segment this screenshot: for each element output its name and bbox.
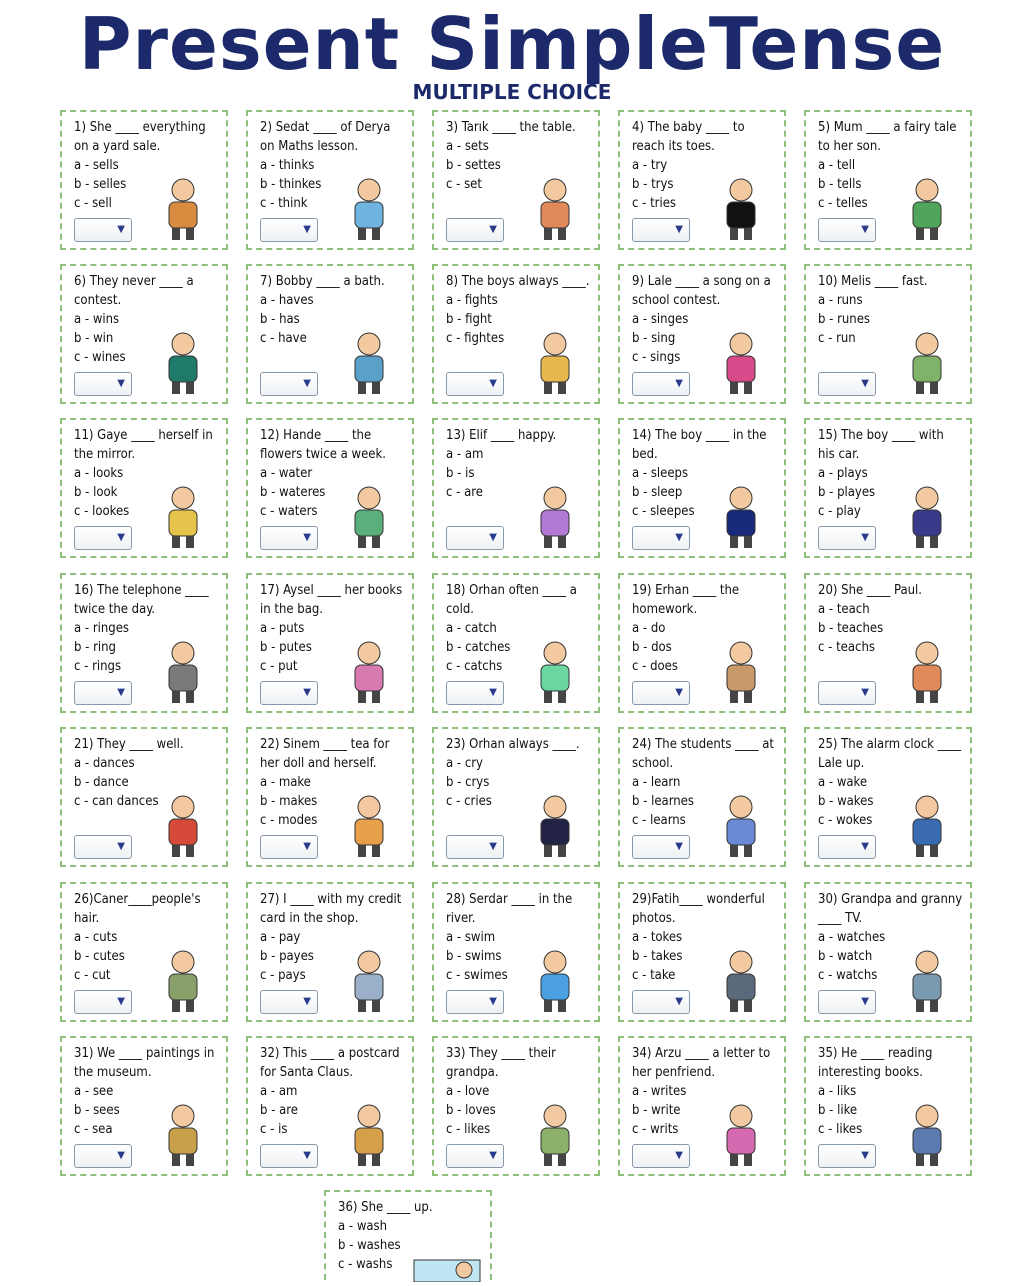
telephone-image [148, 637, 218, 705]
classroom-image [706, 791, 776, 859]
page-subtitle: MULTIPLE CHOICE [412, 80, 612, 104]
question-text: 30) Grandpa and granny ____ TV. [818, 892, 963, 926]
option-b: b - makes [260, 794, 318, 809]
chevron-down-icon: ▼ [675, 224, 683, 235]
answer-dropdown[interactable] [74, 372, 132, 396]
option-b: b - watch [818, 949, 873, 964]
option-b: b - putes [260, 640, 312, 655]
chevron-down-icon: ▼ [117, 224, 125, 235]
question-card [60, 573, 228, 713]
answer-dropdown[interactable] [260, 526, 318, 550]
option-c: c - washs [338, 1257, 393, 1272]
option-a: a - watches [818, 930, 886, 945]
baby-image [706, 174, 776, 242]
question-card [618, 573, 786, 713]
option-c: c - sea [74, 1122, 113, 1137]
option-a: a - sleeps [632, 466, 689, 481]
chevron-down-icon: ▼ [489, 996, 497, 1007]
option-b: b - payes [260, 949, 314, 964]
postcard-image [334, 1100, 404, 1168]
question-text: 14) The boy ____ in the bed. [632, 428, 767, 462]
option-c: c - cries [446, 794, 492, 809]
boy-bath-image [334, 328, 404, 396]
answer-dropdown[interactable] [74, 990, 132, 1014]
option-a: a - water [260, 466, 313, 481]
question-card [804, 264, 972, 404]
crying-boy-image [520, 791, 590, 859]
chevron-down-icon: ▼ [489, 532, 497, 543]
question-text: 1) She ____ everything on a yard sale. [74, 120, 206, 154]
option-a: a - learn [632, 775, 681, 790]
option-c: c - learns [632, 813, 686, 828]
option-a: a - cuts [74, 930, 118, 945]
question-text: 34) Arzu ____ a letter to her penfriend. [632, 1046, 771, 1080]
boy-toy-car-image [892, 482, 962, 550]
option-c: c - writs [632, 1122, 679, 1137]
question-text: 31) We ____ paintings in the museum. [74, 1046, 215, 1080]
chevron-down-icon: ▼ [675, 687, 683, 698]
girl-washing-image [412, 1258, 482, 1282]
option-c: c - run [818, 331, 856, 346]
option-a: a - do [632, 621, 666, 636]
option-c: c - tries [632, 196, 677, 211]
answer-dropdown[interactable] [74, 835, 132, 859]
question-text: 26)Caner____people's hair. [74, 892, 201, 926]
question-card [618, 882, 786, 1022]
chevron-down-icon: ▼ [303, 841, 311, 852]
question-card [246, 727, 414, 867]
option-b: b - catches [446, 640, 511, 655]
chevron-down-icon: ▼ [303, 1150, 311, 1161]
answer-dropdown[interactable] [446, 1144, 504, 1168]
option-a: a - see [74, 1084, 114, 1099]
question-card [432, 418, 600, 558]
option-c: c - sleepes [632, 504, 695, 519]
question-card [804, 573, 972, 713]
chevron-down-icon: ▼ [117, 687, 125, 698]
option-b: b - write [632, 1103, 681, 1118]
question-card [60, 264, 228, 404]
chevron-down-icon: ▼ [303, 378, 311, 389]
girl-running-image [892, 328, 962, 396]
question-card [432, 264, 600, 404]
option-b: b - sing [632, 331, 676, 346]
question-text: 10) Melis ____ fast. [818, 274, 928, 289]
question-text: 16) The telephone ____ twice the day. [74, 583, 209, 617]
chevron-down-icon: ▼ [117, 841, 125, 852]
woman-flowers-image [334, 482, 404, 550]
option-c: c - is [260, 1122, 288, 1137]
question-card [618, 418, 786, 558]
option-b: b - runes [818, 312, 870, 327]
question-text: 8) The boys always ____. [446, 274, 590, 289]
option-a: a - tokes [632, 930, 683, 945]
option-b: b - cutes [74, 949, 125, 964]
option-c: c - have [260, 331, 307, 346]
option-c: c - rings [74, 659, 122, 674]
question-text: 36) She ____ up. [338, 1200, 433, 1215]
option-c: c - telles [818, 196, 868, 211]
answer-dropdown[interactable] [818, 218, 876, 242]
question-card [246, 264, 414, 404]
option-c: c - play [818, 504, 861, 519]
answer-dropdown[interactable] [446, 526, 504, 550]
happy-girl-image [520, 482, 590, 550]
teacher-student-image [892, 637, 962, 705]
photographer-image [706, 946, 776, 1014]
man-reading-image [892, 1100, 962, 1168]
option-b: b - washes [338, 1238, 401, 1253]
chevron-down-icon: ▼ [303, 996, 311, 1007]
question-text: 9) Lale ____ a song on a school contest. [632, 274, 771, 308]
answer-dropdown[interactable] [632, 990, 690, 1014]
answer-dropdown[interactable] [446, 835, 504, 859]
chevron-down-icon: ▼ [117, 1150, 125, 1161]
option-b: b - selles [74, 177, 127, 192]
option-b: b - trys [632, 177, 674, 192]
barber-image [148, 946, 218, 1014]
question-text: 19) Erhan ____ the homework. [632, 583, 740, 617]
question-card [804, 882, 972, 1022]
question-text: 4) The baby ____ to reach its toes. [632, 120, 745, 154]
chevron-down-icon: ▼ [675, 532, 683, 543]
question-card [246, 573, 414, 713]
girl-writing-image [706, 1100, 776, 1168]
answer-dropdown[interactable] [260, 1144, 318, 1168]
option-a: a - singes [632, 312, 689, 327]
option-b: b - learnes [632, 794, 694, 809]
option-c: c - does [632, 659, 678, 674]
chevron-down-icon: ▼ [489, 378, 497, 389]
option-c: c - likes [818, 1122, 863, 1137]
option-b: b - fight [446, 312, 492, 327]
question-text: 20) She ____ Paul. [818, 583, 923, 598]
answer-dropdown[interactable] [818, 990, 876, 1014]
answer-dropdown[interactable] [74, 526, 132, 550]
question-text: 17) Aysel ____ her books in the bag. [260, 583, 403, 617]
answer-dropdown[interactable] [260, 835, 318, 859]
question-text: 24) The students ____ at school. [632, 737, 774, 771]
option-c: c - wines [74, 350, 126, 365]
chevron-down-icon: ▼ [117, 996, 125, 1007]
question-card [618, 110, 786, 250]
museum-painting-image [148, 1100, 218, 1168]
option-a: a - sets [446, 139, 489, 154]
option-c: c - set [446, 177, 482, 192]
answer-dropdown[interactable] [446, 681, 504, 705]
chevron-down-icon: ▼ [675, 378, 683, 389]
answer-dropdown[interactable] [818, 681, 876, 705]
option-b: b - crys [446, 775, 490, 790]
question-card [432, 1036, 600, 1176]
option-c: c - lookes [74, 504, 130, 519]
answer-dropdown[interactable] [632, 372, 690, 396]
option-a: a - make [260, 775, 311, 790]
question-text: 23) Orhan always ____. [446, 737, 580, 752]
option-b: b - ring [74, 640, 116, 655]
question-text: 29)Fatih____ wonderful photos. [632, 892, 765, 926]
option-a: a - wash [338, 1219, 388, 1234]
girl-market-image [148, 174, 218, 242]
answer-dropdown[interactable] [818, 1144, 876, 1168]
question-text: 3) Tarık ____ the table. [446, 120, 576, 135]
question-card [60, 418, 228, 558]
dancing-couple-image [148, 791, 218, 859]
option-c: c - watchs [818, 968, 878, 983]
option-c: c - are [446, 485, 483, 500]
question-card [432, 882, 600, 1022]
chevron-down-icon: ▼ [861, 687, 869, 698]
question-text: 21) They ____ well. [74, 737, 184, 752]
option-a: a - runs [818, 293, 863, 308]
question-card [618, 1036, 786, 1176]
question-card [60, 110, 228, 250]
question-card [60, 1036, 228, 1176]
question-text: 27) I ____ with my credit card in the shop. [260, 892, 402, 926]
question-card [618, 264, 786, 404]
question-text: 11) Gaye ____ herself in the mirror. [74, 428, 213, 462]
answer-dropdown[interactable] [74, 218, 132, 242]
answer-dropdown[interactable] [260, 372, 318, 396]
option-c: c - fightes [446, 331, 505, 346]
option-b: b - win [74, 331, 114, 346]
option-b: b - like [818, 1103, 858, 1118]
grandpa-kids-image [520, 1100, 590, 1168]
option-c: c - teachs [818, 640, 875, 655]
answer-dropdown[interactable] [260, 681, 318, 705]
answer-dropdown[interactable] [818, 835, 876, 859]
option-b: b - dos [632, 640, 672, 655]
option-b: b - has [260, 312, 300, 327]
question-card [246, 110, 414, 250]
option-b: b - thinkes [260, 177, 322, 192]
option-b: b - loves [446, 1103, 496, 1118]
chevron-down-icon: ▼ [861, 996, 869, 1007]
option-c: c - waters [260, 504, 318, 519]
option-a: a - try [632, 158, 668, 173]
boy-homework-image [706, 637, 776, 705]
option-a: a - wins [74, 312, 120, 327]
answer-dropdown[interactable] [632, 835, 690, 859]
option-a: a - haves [260, 293, 314, 308]
question-text: 35) He ____ reading interesting books. [818, 1046, 933, 1080]
chevron-down-icon: ▼ [861, 224, 869, 235]
question-text: 7) Bobby ____ a bath. [260, 274, 385, 289]
chevron-down-icon: ▼ [861, 841, 869, 852]
question-text: 15) The boy ____ with his car. [818, 428, 944, 462]
question-text: 25) The alarm clock ____ Lale up. [818, 737, 962, 771]
question-card [432, 573, 600, 713]
chevron-down-icon: ▼ [675, 996, 683, 1007]
answer-dropdown[interactable] [818, 372, 876, 396]
woman-mirror-image [148, 482, 218, 550]
mother-son-image [892, 174, 962, 242]
option-b: b - are [260, 1103, 298, 1118]
question-text: 6) They never ____ a contest. [74, 274, 194, 308]
option-a: a - writes [632, 1084, 687, 1099]
option-b: b - sees [74, 1103, 120, 1118]
option-b: b - look [74, 485, 118, 500]
option-a: a - swim [446, 930, 496, 945]
question-card [618, 727, 786, 867]
option-c: c - cut [74, 968, 111, 983]
option-b: b - wateres [260, 485, 326, 500]
question-text: 28) Serdar ____ in the river. [446, 892, 573, 926]
girl-books-image [334, 637, 404, 705]
option-b: b - settes [446, 158, 501, 173]
option-a: a - love [446, 1084, 490, 1099]
question-text: 5) Mum ____ a fairy tale to her son. [818, 120, 957, 154]
alarm-clock-image [892, 791, 962, 859]
question-card [804, 1036, 972, 1176]
option-a: a - sells [74, 158, 119, 173]
option-a: a - dances [74, 756, 135, 771]
option-b: b - tells [818, 177, 862, 192]
boy-sleeping-image [706, 482, 776, 550]
option-a: a - puts [260, 621, 305, 636]
question-card [804, 418, 972, 558]
answer-dropdown[interactable] [818, 526, 876, 550]
question-card [432, 110, 600, 250]
girl-singing-image [706, 328, 776, 396]
option-b: b - swims [446, 949, 502, 964]
chevron-down-icon: ▼ [861, 378, 869, 389]
question-text: 32) This ____ a postcard for Santa Claus. [260, 1046, 400, 1080]
option-b: b - is [446, 466, 475, 481]
question-text: 12) Hande ____ the flowers twice a week. [260, 428, 386, 462]
chevron-down-icon: ▼ [489, 224, 497, 235]
option-c: c - likes [446, 1122, 491, 1137]
answer-dropdown[interactable] [632, 526, 690, 550]
option-a: a - ringes [74, 621, 130, 636]
chevron-down-icon: ▼ [675, 1150, 683, 1161]
chevron-down-icon: ▼ [303, 687, 311, 698]
sick-boy-image [520, 637, 590, 705]
option-a: a - wake [818, 775, 868, 790]
question-card [432, 727, 600, 867]
option-a: a - looks [74, 466, 124, 481]
page-title: Present SimpleTense [78, 2, 946, 86]
option-c: c - take [632, 968, 676, 983]
boy-thinking-image [334, 174, 404, 242]
question-card [804, 110, 972, 250]
answer-dropdown[interactable] [632, 681, 690, 705]
kids-globe-image [148, 328, 218, 396]
answer-dropdown[interactable] [632, 1144, 690, 1168]
question-text: 18) Orhan often ____ a cold. [446, 583, 577, 617]
chevron-down-icon: ▼ [303, 532, 311, 543]
answer-dropdown[interactable] [260, 990, 318, 1014]
option-a: a - liks [818, 1084, 857, 1099]
credit-card-image [334, 946, 404, 1014]
boys-fighting-image [520, 328, 590, 396]
option-c: c - think [260, 196, 308, 211]
option-c: c - sings [632, 350, 681, 365]
chevron-down-icon: ▼ [489, 841, 497, 852]
question-text: 22) Sinem ____ tea for her doll and herself. [260, 737, 390, 771]
question-card [324, 1190, 492, 1280]
question-card [804, 727, 972, 867]
option-a: a - am [260, 1084, 298, 1099]
option-a: a - cry [446, 756, 483, 771]
chevron-down-icon: ▼ [675, 841, 683, 852]
question-card [246, 1036, 414, 1176]
chevron-down-icon: ▼ [861, 532, 869, 543]
answer-dropdown[interactable] [446, 218, 504, 242]
option-a: a - teach [818, 602, 870, 617]
question-text: 2) Sedat ____ of Derya on Maths lesson. [260, 120, 391, 154]
chevron-down-icon: ▼ [117, 532, 125, 543]
option-a: a - tell [818, 158, 856, 173]
option-c: c - catchs [446, 659, 503, 674]
question-card [246, 418, 414, 558]
question-text: 33) They ____ their grandpa. [446, 1046, 556, 1080]
answer-dropdown[interactable] [446, 372, 504, 396]
girl-tea-doll-image [334, 791, 404, 859]
option-c: c - pays [260, 968, 306, 983]
option-b: b - takes [632, 949, 683, 964]
option-a: a - catch [446, 621, 497, 636]
option-a: a - fights [446, 293, 498, 308]
answer-dropdown[interactable] [74, 681, 132, 705]
option-b: b - wakes [818, 794, 874, 809]
option-c: c - swimes [446, 968, 508, 983]
chevron-down-icon: ▼ [861, 1150, 869, 1161]
option-c: c - put [260, 659, 298, 674]
question-text: 13) Elif ____ happy. [446, 428, 557, 443]
chevron-down-icon: ▼ [303, 224, 311, 235]
option-c: c - modes [260, 813, 318, 828]
option-b: b - teaches [818, 621, 884, 636]
option-c: c - wokes [818, 813, 873, 828]
option-a: a - plays [818, 466, 868, 481]
option-b: b - sleep [632, 485, 683, 500]
question-card [60, 882, 228, 1022]
swimmer-image [520, 946, 590, 1014]
answer-dropdown[interactable] [74, 1144, 132, 1168]
option-c: c - can dances [74, 794, 159, 809]
option-a: a - thinks [260, 158, 315, 173]
chevron-down-icon: ▼ [489, 1150, 497, 1161]
tv-watching-image [892, 946, 962, 1014]
question-card [246, 882, 414, 1022]
question-card [60, 727, 228, 867]
boy-table-image [520, 174, 590, 242]
option-a: a - am [446, 447, 484, 462]
chevron-down-icon: ▼ [489, 687, 497, 698]
answer-dropdown[interactable] [446, 990, 504, 1014]
answer-dropdown[interactable] [260, 218, 318, 242]
option-a: a - pay [260, 930, 301, 945]
chevron-down-icon: ▼ [117, 378, 125, 389]
option-c: c - sell [74, 196, 112, 211]
option-b: b - playes [818, 485, 876, 500]
option-b: b - dance [74, 775, 129, 790]
answer-dropdown[interactable] [632, 218, 690, 242]
